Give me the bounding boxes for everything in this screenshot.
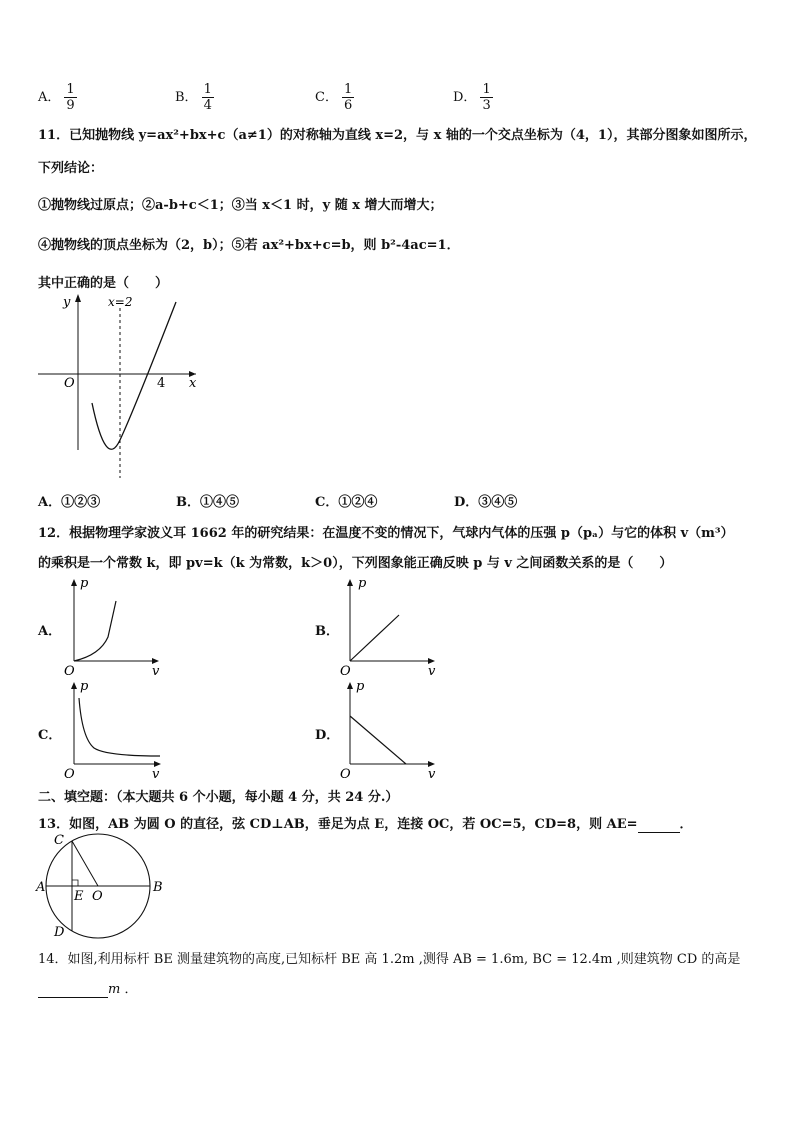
- q11-line5: 其中正确的是（ ）: [38, 276, 169, 291]
- q11-line2: 下列结论：: [38, 161, 104, 176]
- line: [350, 615, 399, 661]
- symmetry-label: x=2: [108, 295, 133, 309]
- curve: [79, 698, 160, 756]
- y-axis-arrow-icon: [75, 294, 81, 302]
- line: [350, 716, 406, 764]
- curve: [74, 601, 116, 661]
- q11-parabola-graph: [36, 290, 201, 480]
- fraction: $\frac{1}{9}$: [66, 82, 75, 113]
- q12-option-c-letter: C．: [38, 728, 62, 743]
- q10-option-d: D． $\frac{1}{3}$: [453, 82, 491, 113]
- q11-line3: ①抛物线过原点；②a-b+c＜1；③当 x＜1 时，y 随 x 增大而增大；: [38, 198, 443, 213]
- q13-text: 13．如图，AB 为圆 O 的直径，弦 CD⊥AB，垂足为点 E，连接 OC，若 OC=5，CD=8，则 AE= ．: [38, 817, 693, 832]
- q14-line2: m ．: [38, 978, 137, 998]
- p-axis-arrow-icon: [347, 682, 353, 689]
- origin-label: O: [340, 767, 351, 782]
- q11-option-a: A．①②③: [38, 495, 101, 510]
- q12-graph-c: [60, 678, 170, 783]
- v-label: v: [428, 664, 436, 679]
- q11-option-c: C．①②④: [315, 495, 378, 510]
- p-axis-arrow-icon: [71, 579, 77, 586]
- answer-blank: [638, 817, 680, 833]
- q12-graph-a: [60, 575, 165, 680]
- label-c: C: [54, 833, 64, 848]
- answer-blank: [38, 982, 108, 998]
- root-label: 4: [157, 376, 166, 391]
- section-2-heading: 二、填空题：（本大题共 6 个小题，每小题 4 分，共 24 分.）: [38, 790, 399, 805]
- q11-line1: 11．已知抛物线 y=ax²+bx+c（a≠1）的对称轴为直线 x=2，与 x 轴的一个交点坐标为（4，1），其部分图象如图所示，: [38, 128, 757, 143]
- q14-line1: 14．如图,利用标杆 BE 测量建筑物的高度,已知标杆 BE 高 1.2m ,测得 AB = 1.6m, BC = 12.4m ,则建筑物 CD 的高是: [38, 952, 741, 967]
- q12-line1: 12．根据物理学家波义耳 1662 年的研究结果：在温度不变的情况下，气球内气体的压强 p（pₐ）与它的体积 v（m³）: [38, 526, 734, 541]
- x-label: x: [189, 376, 197, 391]
- q12-option-d-letter: D．: [315, 728, 340, 743]
- p-label: p: [356, 679, 365, 694]
- label-d: D: [54, 925, 65, 940]
- v-label: v: [428, 767, 436, 782]
- p-axis-arrow-icon: [347, 579, 353, 586]
- q12-option-a-letter: A．: [38, 624, 62, 639]
- p-label: p: [80, 679, 89, 694]
- right-angle-mark: [72, 880, 78, 886]
- p-axis-arrow-icon: [71, 682, 77, 689]
- origin-label: O: [64, 664, 75, 679]
- origin-label: O: [340, 664, 351, 679]
- label-b: B: [153, 880, 163, 895]
- q10-option-b: B． $\frac{1}{4}$: [175, 82, 212, 113]
- y-label: y: [63, 295, 71, 310]
- fraction: $\frac{1}{4}$: [203, 82, 212, 113]
- segment-oc: [72, 841, 98, 886]
- label-a: A: [36, 880, 46, 895]
- p-label: p: [80, 576, 89, 591]
- q12-line2: 的乘积是一个常数 k，即 pv=k（k 为常数，k＞0），下列图象能正确反映 p 与 v 之间函数关系的是（ ）: [38, 556, 673, 571]
- v-label: v: [152, 664, 160, 679]
- q11-line4: ④抛物线的顶点坐标为（2，b）；⑤若 ax²+bx+c=b，则 b²-4ac=1．: [38, 238, 460, 253]
- q12-option-b-letter: B．: [315, 624, 339, 639]
- q10-option-a: A． $\frac{1}{9}$: [38, 82, 75, 113]
- q11-option-d: D．③④⑤: [454, 495, 518, 510]
- origin-label: O: [64, 376, 75, 391]
- label-e: E: [74, 889, 84, 904]
- fraction: $\frac{1}{3}$: [482, 82, 491, 113]
- q12-graph-d: [336, 678, 441, 783]
- q13-circle-diagram: [34, 832, 169, 942]
- origin-label: O: [64, 767, 75, 782]
- q10-option-c: C． $\frac{1}{6}$: [315, 82, 353, 113]
- fraction: $\frac{1}{6}$: [343, 82, 353, 113]
- v-label: v: [152, 767, 160, 782]
- label-o: O: [92, 889, 103, 904]
- q10-options: [38, 76, 538, 116]
- q12-graph-b: [336, 575, 441, 680]
- p-label: p: [358, 576, 367, 591]
- q11-option-b: B．①④⑤: [176, 495, 239, 510]
